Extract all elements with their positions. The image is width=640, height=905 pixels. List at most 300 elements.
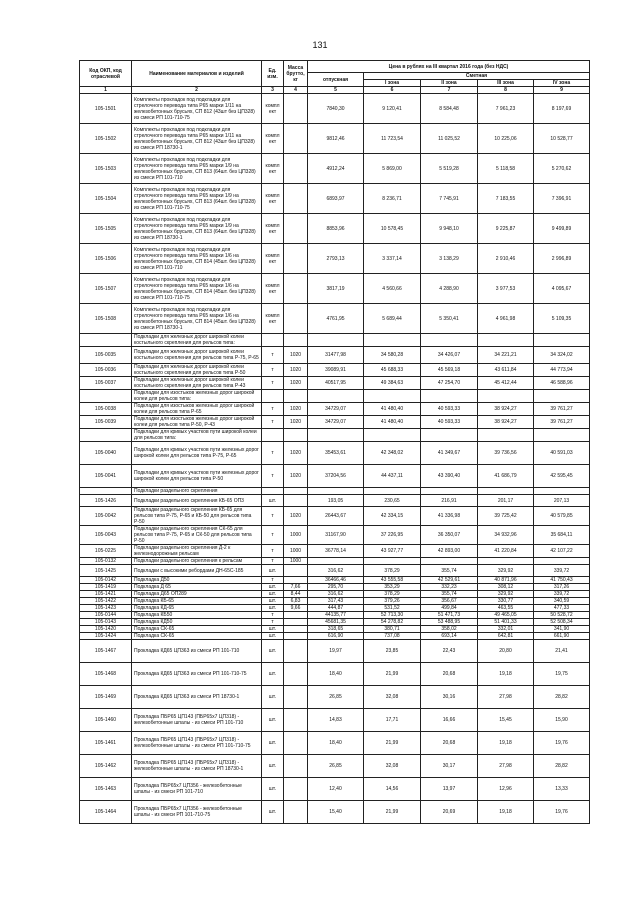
price-zone-4: 15,90 — [534, 709, 590, 732]
item-unit: т — [262, 558, 284, 565]
price-zone-4: 40 591,03 — [534, 442, 590, 465]
price-zone-2: 41 349,67 — [421, 442, 478, 465]
item-unit: т — [262, 377, 284, 390]
table-row — [80, 347, 590, 364]
price-zone-2: 16,66 — [421, 709, 478, 732]
price-zone-4: 9 499,89 — [534, 214, 590, 244]
price-zone-1: 5 869,00 — [364, 154, 421, 184]
table-row — [80, 801, 590, 824]
price-zone-1: 21,99 — [364, 663, 421, 686]
price-zone-4 — [534, 488, 590, 495]
price-zone-3: 329,92 — [478, 565, 534, 577]
table-row — [80, 304, 590, 334]
price-release: 14,83 — [308, 709, 364, 732]
price-zone-4: 477,33 — [534, 605, 590, 612]
price-zone-2 — [421, 390, 478, 403]
item-mass: 1020 — [284, 416, 308, 429]
price-zone-2: 20,68 — [421, 663, 478, 686]
price-zone-2: 5 350,41 — [421, 304, 478, 334]
price-zone-1: 23,85 — [364, 640, 421, 663]
header-unit: Ед. изм. — [262, 61, 284, 87]
item-code: 105-0040 — [80, 442, 132, 465]
price-zone-1: 353,29 — [364, 584, 421, 591]
price-zone-3: 2 910,46 — [478, 244, 534, 274]
item-unit: шт. — [262, 709, 284, 732]
item-name: Подкладки для железных дорог широкой колеи костыльного скрепления для рельсов типа Р-43 — [132, 377, 262, 390]
price-zone-1: 531,52 — [364, 605, 421, 612]
price-zone-2: 355,74 — [421, 565, 478, 577]
item-unit — [262, 390, 284, 403]
table-row — [80, 626, 590, 633]
price-release: 40517,95 — [308, 377, 364, 390]
price-zone-1: 5 689,44 — [364, 304, 421, 334]
item-unit: т — [262, 526, 284, 545]
price-zone-3: 38 924,27 — [478, 403, 534, 416]
column-index: 7 — [421, 87, 478, 94]
item-name: Подкладка КД-65 — [132, 605, 262, 612]
price-zone-2: 11 025,52 — [421, 124, 478, 154]
price-zone-1: 10 578,45 — [364, 214, 421, 244]
price-zone-4: 19,75 — [534, 663, 590, 686]
price-zone-4 — [534, 429, 590, 442]
item-mass: 1020 — [284, 507, 308, 526]
item-unit: т — [262, 442, 284, 465]
price-zone-3: 12,96 — [478, 778, 534, 801]
item-unit: компл ект — [262, 244, 284, 274]
item-mass — [284, 640, 308, 663]
price-release: 44135,77 — [308, 612, 364, 619]
item-name: Прокладка ПБР65 ЦП143 (ПБР65х7 ЦП318) - железобетонные шпалы - из смеси РП 101-710 — [132, 709, 262, 732]
price-zone-4: 46 588,96 — [534, 377, 590, 390]
item-code: 105-1464 — [80, 801, 132, 824]
price-zone-4: 40 579,85 — [534, 507, 590, 526]
item-code: 105-1421 — [80, 591, 132, 598]
item-mass — [284, 244, 308, 274]
table-row — [80, 598, 590, 605]
price-zone-4: 661,90 — [534, 633, 590, 640]
price-release: 7840,30 — [308, 94, 364, 124]
price-zone-3: 19,18 — [478, 801, 534, 824]
item-unit: шт. — [262, 591, 284, 598]
item-code: 105-0144 — [80, 612, 132, 619]
item-code: 105-1468 — [80, 663, 132, 686]
item-mass — [284, 390, 308, 403]
table-row — [80, 416, 590, 429]
table-row — [80, 565, 590, 577]
item-code — [80, 488, 132, 495]
header-zone-2: II зона — [421, 80, 478, 87]
price-release: 45681,35 — [308, 619, 364, 626]
item-code: 105-1423 — [80, 605, 132, 612]
price-zone-4 — [534, 558, 590, 565]
price-zone-2: 51 471,73 — [421, 612, 478, 619]
price-zone-1: 32,08 — [364, 686, 421, 709]
price-release — [308, 390, 364, 403]
item-unit: шт. — [262, 778, 284, 801]
item-code: 105-1503 — [80, 154, 132, 184]
item-mass — [284, 686, 308, 709]
price-zone-3: 10 225,06 — [478, 124, 534, 154]
price-zone-2: 34 426,07 — [421, 347, 478, 364]
item-mass: 1020 — [284, 364, 308, 377]
price-zone-4: 41 750,43 — [534, 577, 590, 584]
price-release — [308, 488, 364, 495]
price-zone-4: 339,72 — [534, 565, 590, 577]
item-code: 105-1508 — [80, 304, 132, 334]
table-row — [80, 640, 590, 663]
item-unit: т — [262, 545, 284, 558]
price-zone-1 — [364, 488, 421, 495]
price-zone-1: 380,71 — [364, 626, 421, 633]
price-release: 18,40 — [308, 663, 364, 686]
price-zone-2: 22,43 — [421, 640, 478, 663]
item-unit: компл ект — [262, 184, 284, 214]
price-zone-4: 28,82 — [534, 755, 590, 778]
item-mass: 1020 — [284, 465, 308, 488]
table-row — [80, 619, 590, 626]
item-unit: т — [262, 347, 284, 364]
table-row — [80, 377, 590, 390]
item-mass: 1020 — [284, 442, 308, 465]
price-zone-1: 52 713,30 — [364, 612, 421, 619]
price-zone-2: 41 336,98 — [421, 507, 478, 526]
item-unit: шт. — [262, 605, 284, 612]
item-code: 105-1461 — [80, 732, 132, 755]
price-zone-1: 49 384,63 — [364, 377, 421, 390]
item-mass — [284, 94, 308, 124]
price-zone-2: 332,23 — [421, 584, 478, 591]
price-zone-3 — [478, 334, 534, 347]
price-zone-1: 379,26 — [364, 598, 421, 605]
price-release: 19,97 — [308, 640, 364, 663]
item-mass — [284, 565, 308, 577]
price-zone-2 — [421, 334, 478, 347]
column-index: 8 — [478, 87, 534, 94]
price-zone-4: 21,41 — [534, 640, 590, 663]
item-code — [80, 390, 132, 403]
table-row — [80, 465, 590, 488]
item-name: Подкладка КД50 — [132, 619, 262, 626]
item-name: Подкладка Д 65 — [132, 584, 262, 591]
header-code: Код ОКП, код отраслевой — [80, 61, 132, 87]
price-zone-4: 13,33 — [534, 778, 590, 801]
price-zone-1: 43 927,77 — [364, 545, 421, 558]
item-code: 105-1505 — [80, 214, 132, 244]
item-mass — [284, 334, 308, 347]
item-name: Прокладка КД65 ЦП363 из смеси РП 18730-1 — [132, 686, 262, 709]
price-zone-1: 42 348,02 — [364, 442, 421, 465]
price-zone-1: 230,65 — [364, 495, 421, 507]
price-zone-2: 30,16 — [421, 686, 478, 709]
item-name: Подкладки для железных дорог широкой колеи костыльного скрепления для рельсов типа: — [132, 334, 262, 347]
price-zone-1: 378,29 — [364, 565, 421, 577]
item-code: 105-0036 — [80, 364, 132, 377]
item-unit: компл ект — [262, 124, 284, 154]
price-zone-2: 43 390,40 — [421, 465, 478, 488]
item-mass — [284, 495, 308, 507]
table-row — [80, 507, 590, 526]
price-zone-1: 44 437,11 — [364, 465, 421, 488]
price-release: 12,40 — [308, 778, 364, 801]
price-zone-2: 693,14 — [421, 633, 478, 640]
price-release: 37204,56 — [308, 465, 364, 488]
price-zone-3 — [478, 390, 534, 403]
price-zone-4: 42 595,45 — [534, 465, 590, 488]
price-release: 6893,97 — [308, 184, 364, 214]
price-table — [79, 60, 590, 824]
table-row — [80, 686, 590, 709]
price-zone-4: 10 528,77 — [534, 124, 590, 154]
item-name: Подкладки раздельного скрепления к рельсам — [132, 558, 262, 565]
price-zone-1: 41 480,40 — [364, 403, 421, 416]
price-zone-3: 49 465,05 — [478, 612, 534, 619]
price-release: 9812,46 — [308, 124, 364, 154]
price-zone-2 — [421, 558, 478, 565]
item-mass — [284, 619, 308, 626]
price-zone-2: 7 745,91 — [421, 184, 478, 214]
table-row — [80, 334, 590, 347]
price-release: 31477,98 — [308, 347, 364, 364]
price-zone-1: 42 334,15 — [364, 507, 421, 526]
price-zone-1: 11 723,54 — [364, 124, 421, 154]
price-zone-3: 3 977,53 — [478, 274, 534, 304]
item-unit: компл ект — [262, 154, 284, 184]
price-zone-3: 39 736,56 — [478, 442, 534, 465]
price-zone-2: 5 519,28 — [421, 154, 478, 184]
item-code: 105-1504 — [80, 184, 132, 214]
item-unit: т — [262, 619, 284, 626]
item-name: Подкладки для кривых участков пути железных дорог широкой колеи для рельсов типа Р-75, Р-65 — [132, 442, 262, 465]
price-release — [308, 334, 364, 347]
price-zone-2: 40 593,33 — [421, 403, 478, 416]
price-zone-1: 32,08 — [364, 755, 421, 778]
item-name: Подкладки раздельного скрепления КБ-65 для рельсов типа Р-75, Р-65 и КБ-50 для рельсов типа Р-50 — [132, 507, 262, 526]
price-zone-3: 201,17 — [478, 495, 534, 507]
item-code: 105-0143 — [80, 619, 132, 626]
item-code: 105-1420 — [80, 626, 132, 633]
price-zone-2 — [421, 429, 478, 442]
item-unit: т — [262, 403, 284, 416]
item-name: Прокладка ПБР65 ЦП143 (ПБР65х7 ЦП318) - железобетонные шпалы - из смеси РП 101-710-75 — [132, 732, 262, 755]
table-row — [80, 663, 590, 686]
item-unit: т — [262, 577, 284, 584]
table-row — [80, 244, 590, 274]
price-release: 34729,07 — [308, 416, 364, 429]
price-zone-3: 7 183,55 — [478, 184, 534, 214]
price-release: 36778,14 — [308, 545, 364, 558]
price-zone-2: 3 138,29 — [421, 244, 478, 274]
price-zone-4: 207,13 — [534, 495, 590, 507]
item-code: 105-1425 — [80, 565, 132, 577]
price-release: 316,62 — [308, 591, 364, 598]
price-zone-3: 51 401,33 — [478, 619, 534, 626]
item-unit: т — [262, 465, 284, 488]
item-name: Прокладка ПБР65х7 ЦП356 - железобетонные шпалы - из смеси РП 101-710 — [132, 778, 262, 801]
price-release: 3817,19 — [308, 274, 364, 304]
price-zone-4: 39 761,27 — [534, 416, 590, 429]
price-release: 39089,91 — [308, 364, 364, 377]
item-name: Подкладки раздельного скрепления — [132, 488, 262, 495]
item-code — [80, 429, 132, 442]
price-zone-3: 329,92 — [478, 591, 534, 598]
table-row — [80, 732, 590, 755]
item-code: 105-0132 — [80, 558, 132, 565]
price-zone-4: 28,82 — [534, 686, 590, 709]
price-zone-2: 53 488,95 — [421, 619, 478, 626]
item-name: Комплекты прокладок под подкладки для стрелочного перевода типа Р65 марки 1/6 на железобетонных брусьях, СП 814 (45шт. без ЦП328) из смеси РП 18730-1 — [132, 304, 262, 334]
item-code: 105-1460 — [80, 709, 132, 732]
column-index: 1 — [80, 87, 132, 94]
item-name: Подкладки для железных дорог широкой колеи костыльного скрепления для рельсов типа Р-50 — [132, 364, 262, 377]
price-release: 317,43 — [308, 598, 364, 605]
price-zone-3 — [478, 558, 534, 565]
column-index: 3 — [262, 87, 284, 94]
item-name: Подкладки с высокими ребордами ДН-65С-185 — [132, 565, 262, 577]
item-name: Подкладка Д65 ОП289 — [132, 591, 262, 598]
price-zone-4: 8 197,69 — [534, 94, 590, 124]
table-row — [80, 390, 590, 403]
price-zone-4: 5 270,62 — [534, 154, 590, 184]
price-zone-3: 38 924,27 — [478, 416, 534, 429]
price-zone-2: 40 593,33 — [421, 416, 478, 429]
price-zone-4: 44 773,94 — [534, 364, 590, 377]
price-zone-3: 19,18 — [478, 663, 534, 686]
item-code: 105-0041 — [80, 465, 132, 488]
price-release: 295,70 — [308, 584, 364, 591]
item-unit: компл ект — [262, 304, 284, 334]
item-mass: 1000 — [284, 558, 308, 565]
price-zone-4: 341,90 — [534, 626, 590, 633]
price-zone-3: 45 412,44 — [478, 377, 534, 390]
item-name: Подкладки для кривых участков пути железных дорог широкой колеи для рельсов типа Р-50 — [132, 465, 262, 488]
table-row — [80, 584, 590, 591]
price-zone-1: 14,56 — [364, 778, 421, 801]
item-mass — [284, 214, 308, 244]
price-zone-2: 356,67 — [421, 598, 478, 605]
price-zone-2: 45 569,18 — [421, 364, 478, 377]
price-zone-2: 20,68 — [421, 732, 478, 755]
price-zone-3: 20,80 — [478, 640, 534, 663]
price-zone-1: 378,29 — [364, 591, 421, 598]
item-code: 105-0225 — [80, 545, 132, 558]
item-name: Прокладка КД65 ЦП363 из смеси РП 101-710 — [132, 640, 262, 663]
item-mass: 1000 — [284, 545, 308, 558]
item-mass — [284, 154, 308, 184]
item-code: 105-0142 — [80, 577, 132, 584]
header-zone-1: I зона — [364, 80, 421, 87]
header-price-group: Цена в рублях на III квартал 2016 года (без НДС) — [308, 61, 590, 73]
item-unit: шт. — [262, 584, 284, 591]
item-code: 105-0035 — [80, 347, 132, 364]
item-mass — [284, 709, 308, 732]
price-zone-4: 4 095,67 — [534, 274, 590, 304]
table-row — [80, 154, 590, 184]
price-zone-3: 34 932,96 — [478, 526, 534, 545]
item-code: 105-1506 — [80, 244, 132, 274]
item-unit: компл ект — [262, 94, 284, 124]
price-release: 316,62 — [308, 565, 364, 577]
item-code: 105-0043 — [80, 526, 132, 545]
price-zone-1: 3 337,14 — [364, 244, 421, 274]
table-row — [80, 124, 590, 154]
price-zone-4: 340,59 — [534, 598, 590, 605]
item-name: Прокладка ПБР65х7 ЦП356 - железобетонные шпалы - из смеси РП 101-710-75 — [132, 801, 262, 824]
item-code: 105-1501 — [80, 94, 132, 124]
price-zone-2: 42 893,00 — [421, 545, 478, 558]
price-zone-3: 15,45 — [478, 709, 534, 732]
item-code: 105-1469 — [80, 686, 132, 709]
table-row — [80, 558, 590, 565]
table-row — [80, 94, 590, 124]
price-zone-4: 19,76 — [534, 732, 590, 755]
price-zone-1: 54 278,82 — [364, 619, 421, 626]
item-name: Комплекты прокладок под подкладки для стрелочного перевода типа Р65 марки 1/6 на железобетонных брусьях, СП 814 (45шт. без ЦП328) из смеси РП 101-710 — [132, 244, 262, 274]
price-zone-4 — [534, 334, 590, 347]
item-name: Комплекты прокладок под подкладки для стрелочного перевода типа Р65 марки 1/11 на железобетонных брусьях, СП 812 (43шт без ЦП328) из смеси РП 101-710-75 — [132, 94, 262, 124]
price-zone-1: 45 688,33 — [364, 364, 421, 377]
price-zone-4: 317,26 — [534, 584, 590, 591]
table-row — [80, 429, 590, 442]
price-zone-1: 37 226,95 — [364, 526, 421, 545]
price-zone-3: 41 686,79 — [478, 465, 534, 488]
price-zone-4 — [534, 390, 590, 403]
price-zone-3: 9 225,87 — [478, 214, 534, 244]
item-mass — [284, 633, 308, 640]
table-row — [80, 605, 590, 612]
item-code: 105-1426 — [80, 495, 132, 507]
price-zone-3: 330,77 — [478, 598, 534, 605]
price-zone-2: 13,97 — [421, 778, 478, 801]
price-zone-3: 39 725,42 — [478, 507, 534, 526]
item-name: Комплекты прокладок под подкладки для стрелочного перевода типа Р65 марки 1/6 на железобетонных брусьях, СП 814 (45шт. без ЦП328) из смеси РП 101-710-75 — [132, 274, 262, 304]
item-name: Комплекты прокладок под подкладки для стрелочного перевода типа Р65 марки 1/9 на железобетонных брусьях, СП 813 (64шт. без ЦП328) из смеси РП 101-710-75 — [132, 184, 262, 214]
item-mass: 9,66 — [284, 605, 308, 612]
item-code: 105-1419 — [80, 584, 132, 591]
item-unit: компл ект — [262, 214, 284, 244]
price-zone-2: 42 529,61 — [421, 577, 478, 584]
header-name: Наименование материалов и изделий — [132, 61, 262, 87]
price-zone-3: 4 961,98 — [478, 304, 534, 334]
price-zone-2: 358,02 — [421, 626, 478, 633]
item-name: Комплекты прокладок под подкладки для стрелочного перевода типа Р65 марки 1/9 на железобетонных брусьях, СП 813 (64шт. без ЦП328) из смеси РП 18730-1 — [132, 214, 262, 244]
item-mass — [284, 626, 308, 633]
item-code: 105-0037 — [80, 377, 132, 390]
table-row — [80, 755, 590, 778]
item-unit: шт. — [262, 640, 284, 663]
item-code: 105-1463 — [80, 778, 132, 801]
item-code: 105-1462 — [80, 755, 132, 778]
item-mass — [284, 663, 308, 686]
item-name: Подкладка Д50 — [132, 577, 262, 584]
table-row — [80, 184, 590, 214]
item-name: Прокладка КД65 ЦП363 из смеси РП 101-710-75 — [132, 663, 262, 686]
table-header — [80, 61, 590, 94]
price-zone-3: 19,18 — [478, 732, 534, 755]
table-row — [80, 488, 590, 495]
item-code: 105-0039 — [80, 416, 132, 429]
column-index-row — [80, 87, 590, 94]
item-name: Подкладки для кривых участков пути широкой колеи для рельсов типа: — [132, 429, 262, 442]
price-release: 26443,67 — [308, 507, 364, 526]
item-name: Подкладки раздельного скрепления КБ-65 ОП3 — [132, 495, 262, 507]
item-name: Подкладка КБ50 — [132, 612, 262, 619]
item-name: Прокладка ПБР65 ЦП143 (ПБР65х7 ЦП318) - железобетонные шпалы - из смеси РП 18730-1 — [132, 755, 262, 778]
price-release: 36466,46 — [308, 577, 364, 584]
price-zone-2: 216,91 — [421, 495, 478, 507]
price-zone-4: 50 528,72 — [534, 612, 590, 619]
price-zone-3: 642,81 — [478, 633, 534, 640]
item-unit: шт. — [262, 626, 284, 633]
